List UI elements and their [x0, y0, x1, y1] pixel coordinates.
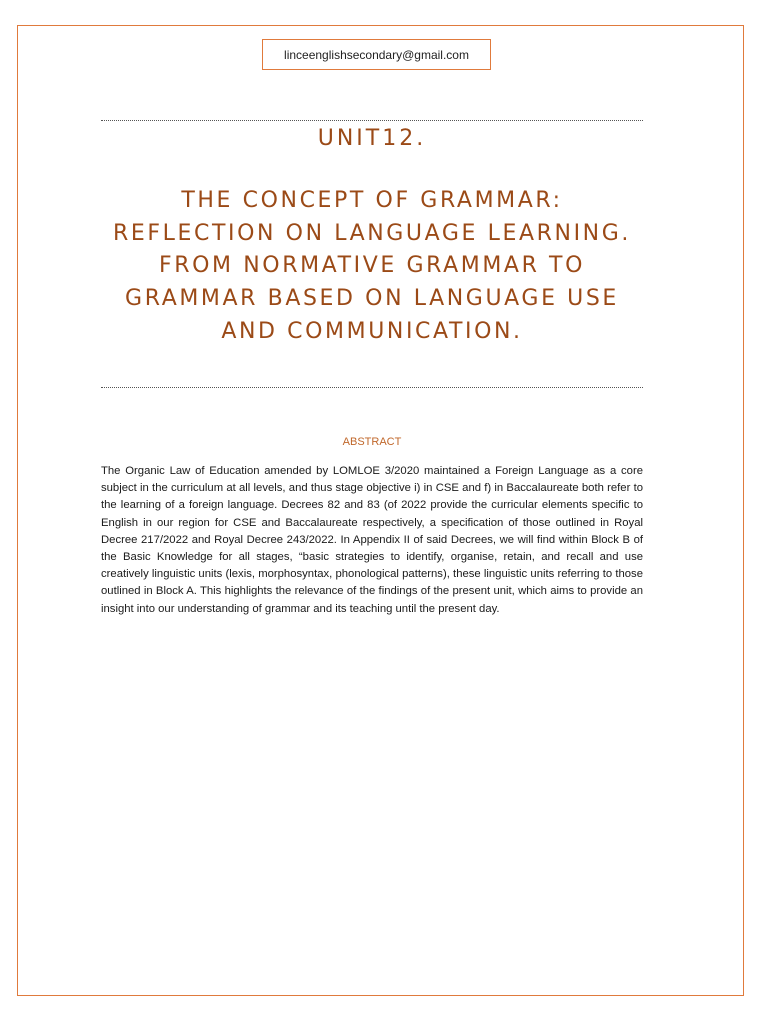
title-bottom-divider [101, 387, 643, 388]
unit-title: THE CONCEPT OF GRAMMAR: REFLECTION ON LANGUAGE LEARNING. FROM NORMATIVE GRAMMAR TO GRAMMAR BASED ON LANGUAGE USE AND COMMUNICATION. [113, 188, 631, 344]
email-address: linceenglishsecondary@gmail.com [262, 39, 491, 70]
document-page [17, 25, 744, 996]
abstract-body: The Organic Law of Education amended by LOMLOE 3/2020 maintained a Foreign Language as a core subject in the curriculum at all levels, and thus stage objective i) in CSE and f) in Baccalaureate both refer to the learning of a foreign language. Decrees 82 and 83 (of 2022 provide the curricular elements specific to English in our region for CSE and Baccalaureate respectively, a specification of those outlined in Royal Decree 217/2022 and Royal Decree 243/2022. In Appendix II of said Decrees, we will find within Block B of the Basic Knowledge for all stages, “basic strategies to identify, organise, retain, and recall and use creatively linguistic units (lexis, morphosyntax, phonological patterns), these linguistic units referring to those outlined in Block A. This highlights the relevance of the findings of the present unit, which aims to provide an insight into our understanding of grammar and its teaching until the present day. [101, 465, 643, 615]
abstract-heading: ABSTRACT [342, 436, 402, 448]
unit-number: UNIT12. [317, 126, 427, 151]
title-top-divider [101, 120, 643, 121]
